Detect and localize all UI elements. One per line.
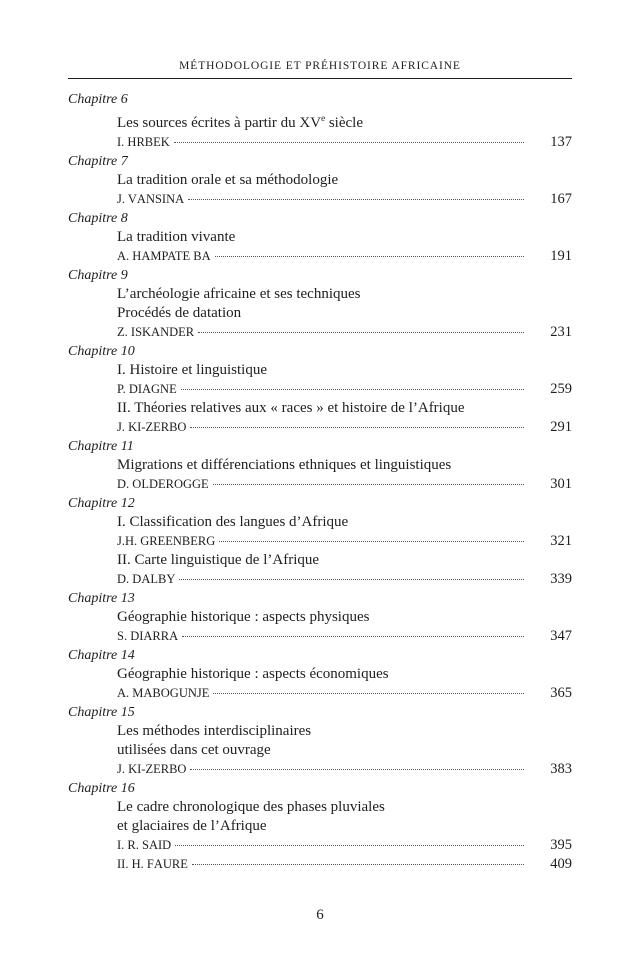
dot-leader <box>213 693 524 694</box>
dot-leader <box>181 389 524 390</box>
entry-author-row <box>68 380 572 399</box>
table-of-contents <box>68 90 572 874</box>
chapter-label: Chapitre 8 <box>68 211 128 226</box>
chapter-label: Chapitre 15 <box>68 705 135 720</box>
header-rule <box>68 78 572 79</box>
toc-chapter <box>68 589 572 646</box>
dot-leader <box>215 256 524 257</box>
entry-title: La tradition vivante <box>117 229 236 245</box>
entry-author <box>117 133 170 152</box>
author-surname: AMPATE BA <box>141 249 211 263</box>
entry-author-row <box>68 247 572 266</box>
author-initial: A. H <box>117 249 142 263</box>
entry-author <box>117 380 177 399</box>
author-initial: A. M <box>117 686 144 700</box>
entry-page-number: 167 <box>550 191 572 207</box>
entry-title: L’archéologie africaine et ses techniques <box>117 286 361 302</box>
entry-page-number: 291 <box>550 419 572 435</box>
entry-author <box>117 190 184 209</box>
entry-title: II. Carte linguistique de l’Afrique <box>117 552 320 568</box>
entry-page-number: 301 <box>550 476 572 492</box>
entry-author-row <box>68 190 572 209</box>
author-surname: ANSINA <box>136 192 185 206</box>
author-surname: IAGNE <box>137 382 177 396</box>
entry-page-number: 395 <box>550 837 572 853</box>
author-initial: D. O <box>117 477 142 491</box>
chapter-label: Chapitre 12 <box>68 496 135 511</box>
dot-leader <box>190 769 524 770</box>
author-surname: ALBY <box>141 572 176 586</box>
entry-page-number: 321 <box>550 533 572 549</box>
entry-author-row <box>68 570 572 589</box>
entry-title: Migrations et différenciations ethniques et linguistiques <box>117 457 452 473</box>
entry-author <box>117 323 194 342</box>
entry-title: Les méthodes interdisciplinaires <box>117 723 312 739</box>
author-initial: II. H. F <box>117 857 154 871</box>
author-initial: J. V <box>117 192 137 206</box>
entry-author-row <box>68 475 572 494</box>
entry-title: Procédés de datation <box>117 305 242 321</box>
toc-chapter <box>68 703 572 779</box>
dot-leader <box>188 199 524 200</box>
author-initial: D. D <box>117 572 142 586</box>
author-surname: ABOGUNJE <box>143 686 210 700</box>
toc-chapter <box>68 646 572 703</box>
entry-author <box>117 760 186 779</box>
dot-leader <box>192 864 524 865</box>
entry-author <box>117 570 175 589</box>
author-initial: P. D <box>117 382 138 396</box>
entry-author-row <box>68 760 572 779</box>
toc-chapter <box>68 437 572 494</box>
dot-leader <box>190 427 524 428</box>
author-surname: LDEROGGE <box>141 477 209 491</box>
entry-page-number: 347 <box>550 628 572 644</box>
chapter-label: Chapitre 13 <box>68 591 135 606</box>
chapter-label: Chapitre 11 <box>68 439 134 454</box>
entry-title: Les sources écrites à partir du XVe siècle <box>117 113 363 131</box>
entry-page-number: 137 <box>550 134 572 150</box>
page-number: 6 <box>316 907 324 923</box>
entry-title: et glaciaires de l’Afrique <box>117 818 267 834</box>
author-surname: I-ZERBO <box>137 420 187 434</box>
toc-chapter <box>68 266 572 342</box>
author-initial: J. K <box>117 420 138 434</box>
author-initial: Z. I <box>117 325 136 339</box>
entry-author <box>117 855 188 874</box>
author-initial: I. H <box>117 135 137 149</box>
chapter-label: Chapitre 14 <box>68 648 135 663</box>
entry-page-number: 409 <box>550 856 572 872</box>
toc-chapter <box>68 779 572 874</box>
entry-page-number: 365 <box>550 685 572 701</box>
entry-title: I. Histoire et linguistique <box>117 362 267 378</box>
running-header: MÉTHODOLOGIE ET PRÉHISTOIRE AFRICAINE <box>179 60 461 72</box>
chapter-label: Chapitre 10 <box>68 344 135 359</box>
chapter-label: Chapitre 9 <box>68 268 128 283</box>
entry-author <box>117 836 171 855</box>
entry-author <box>117 418 186 437</box>
dot-leader <box>219 541 524 542</box>
toc-chapter <box>68 152 572 209</box>
author-surname: REENBERG <box>149 534 216 548</box>
entry-title: La tradition orale et sa méthodologie <box>117 172 339 188</box>
toc-chapter <box>68 209 572 266</box>
entry-author-row <box>68 532 572 551</box>
toc-chapter <box>68 494 572 589</box>
entry-author-row <box>68 627 572 646</box>
author-initial: I. R. S <box>117 838 149 852</box>
entry-title: utilisées dans cet ouvrage <box>117 742 271 758</box>
dot-leader <box>198 332 524 333</box>
dot-leader <box>174 142 524 143</box>
entry-title: Le cadre chronologique des phases pluviales <box>117 799 385 815</box>
author-surname: RBEK <box>136 135 170 149</box>
toc-chapter <box>68 342 572 437</box>
entry-author-row <box>68 323 572 342</box>
entry-title: Géographie historique : aspects physiques <box>117 609 370 625</box>
dot-leader <box>175 845 524 846</box>
entry-page-number: 259 <box>550 381 572 397</box>
entry-page-number: 383 <box>550 761 572 777</box>
dot-leader <box>182 636 524 637</box>
chapter-label: Chapitre 6 <box>68 92 128 107</box>
entry-author <box>117 684 209 703</box>
author-initial: J. K <box>117 762 138 776</box>
entry-page-number: 191 <box>550 248 572 264</box>
toc-chapter <box>68 90 572 152</box>
entry-author-row <box>68 836 572 855</box>
entry-title: Géographie historique : aspects économiques <box>117 666 389 682</box>
dot-leader <box>213 484 524 485</box>
entry-page-number: 231 <box>550 324 572 340</box>
entry-author <box>117 475 209 494</box>
entry-page-number: 339 <box>550 571 572 587</box>
author-surname: I-ZERBO <box>137 762 187 776</box>
entry-title: II. Théories relatives aux « races » et histoire de l’Afrique <box>117 400 465 416</box>
entry-author <box>117 627 178 646</box>
author-initial: J.H. G <box>117 534 150 548</box>
entry-author-row <box>68 684 572 703</box>
author-initial: S. D <box>117 629 140 643</box>
entry-author-row <box>68 133 572 152</box>
entry-title: I. Classification des langues d’Afrique <box>117 514 349 530</box>
entry-author <box>117 247 211 266</box>
chapter-label: Chapitre 16 <box>68 781 135 796</box>
dot-leader <box>179 579 524 580</box>
author-surname: IARRA <box>139 629 179 643</box>
author-surname: AID <box>148 838 172 852</box>
entry-author <box>117 532 215 551</box>
chapter-label: Chapitre 7 <box>68 154 128 169</box>
entry-author-row <box>68 855 572 874</box>
entry-author-row <box>68 418 572 437</box>
author-surname: SKANDER <box>135 325 195 339</box>
author-surname: AURE <box>153 857 188 871</box>
